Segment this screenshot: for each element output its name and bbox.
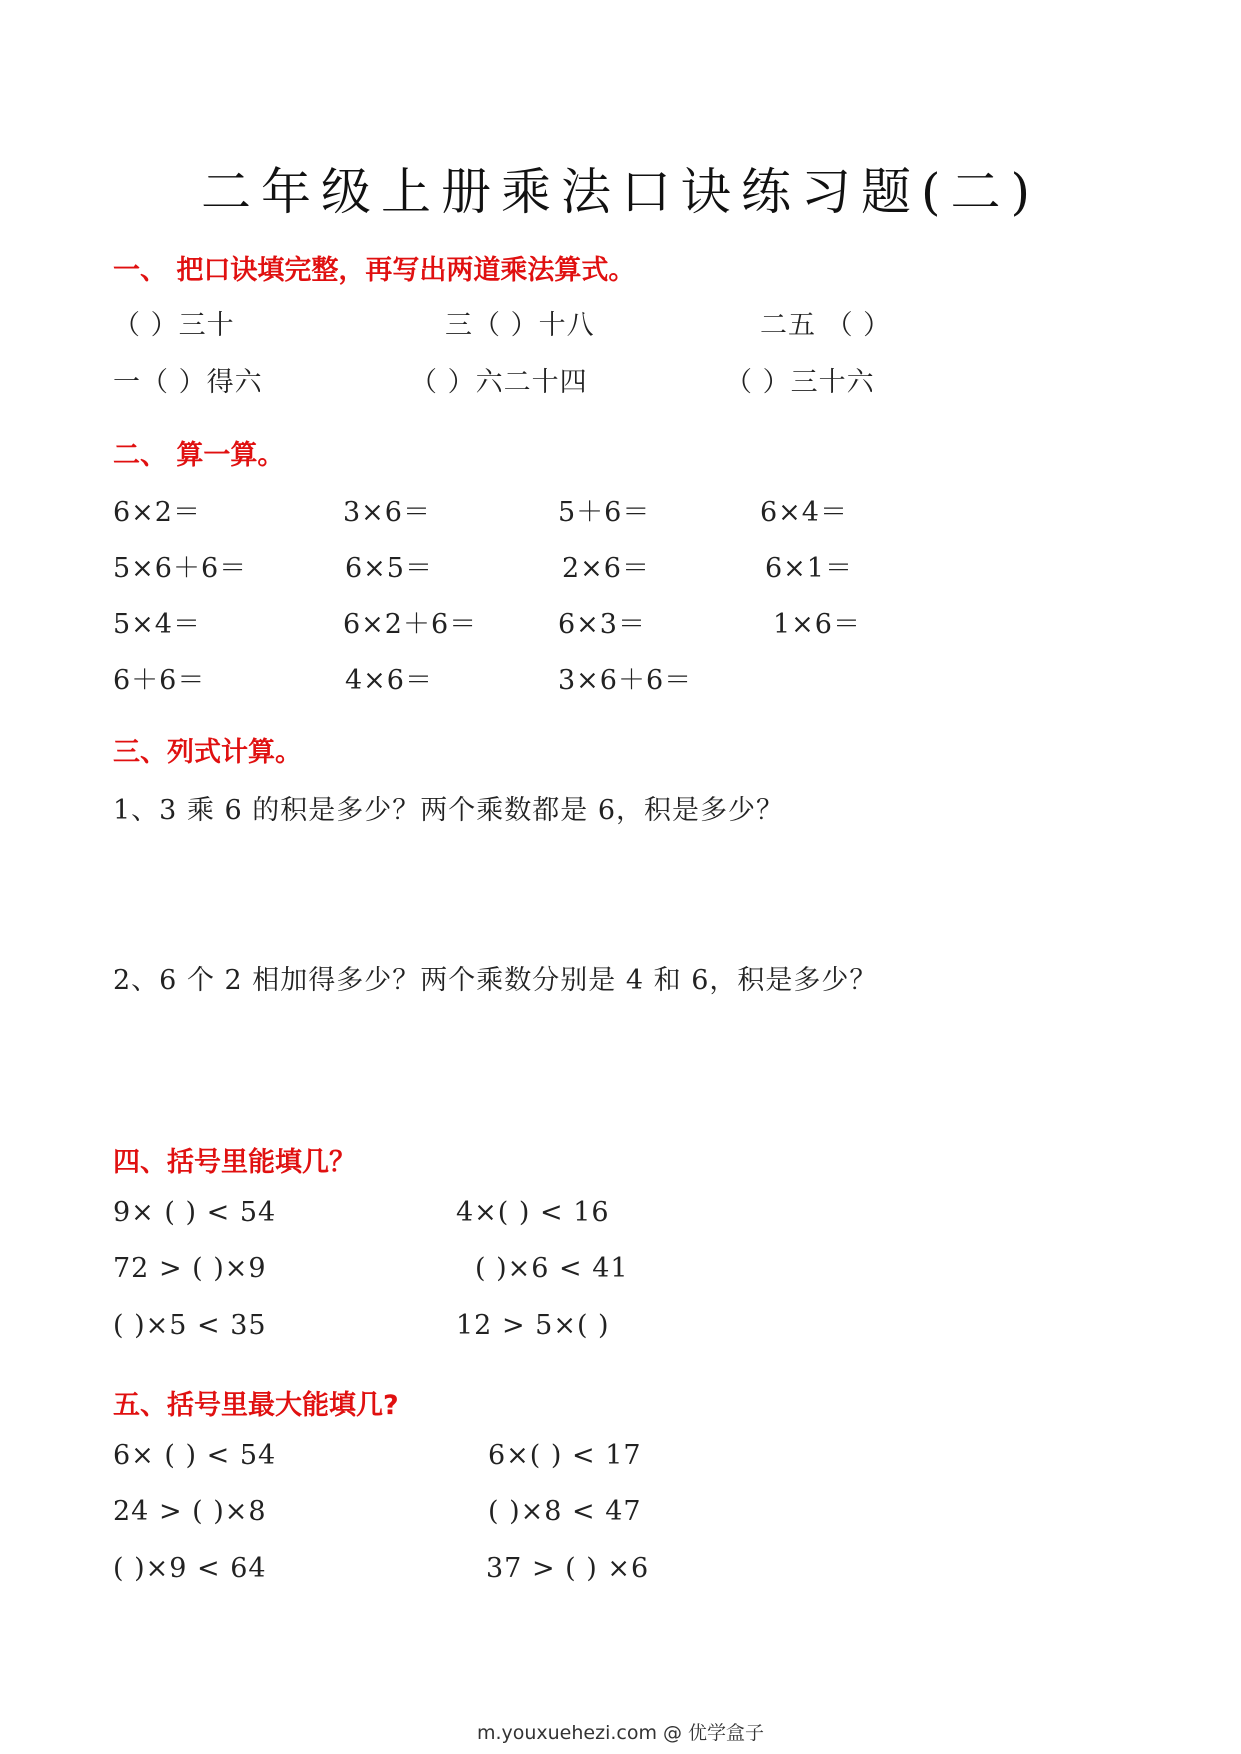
footer-watermark: m.youxuehezi.com @ 优学盒子	[476, 1722, 765, 1744]
compare-item: 72 > ( )×9	[113, 1253, 267, 1284]
calc-item: 6×2＋6＝	[343, 609, 478, 640]
calc-item: 4×6＝	[345, 665, 433, 696]
calc-item: 1×6＝	[773, 609, 861, 640]
word-problem: 2、6 个 2 相加得多少？两个乘数分别是 4 和 6，积是多少？	[113, 965, 878, 996]
calc-item: 6×2＝	[113, 497, 201, 528]
compare-item: ( )×9 < 64	[113, 1553, 267, 1584]
compare-item: ( )×5 < 35	[113, 1310, 267, 1341]
fill-item: 三（ ）十八	[445, 310, 595, 341]
section-4-heading: 四、括号里能填几？	[113, 1147, 356, 1178]
compare-item: ( )×8 < 47	[488, 1496, 642, 1527]
calc-item: 6×3＝	[558, 609, 646, 640]
section-3-heading: 三、列式计算。	[113, 737, 302, 768]
fill-item: （ ）三十六	[725, 367, 875, 398]
calc-item: 5＋6＝	[558, 497, 651, 528]
fill-item: 二五 （ ）	[760, 310, 892, 341]
fill-item: （ ）三十	[113, 310, 235, 341]
compare-item: 4×( ) < 16	[456, 1197, 610, 1228]
word-problem: 1、3 乘 6 的积是多少？两个乘数都是 6，积是多少？	[113, 795, 785, 826]
section-2-heading: 二、 算一算。	[113, 440, 285, 471]
calc-item: 6×5＝	[345, 553, 433, 584]
compare-item: ( )×6 < 41	[475, 1253, 629, 1284]
calc-item: 5×4＝	[113, 609, 201, 640]
compare-item: 37 > ( ) ×6	[486, 1553, 650, 1584]
compare-item: 12 > 5×( )	[456, 1310, 610, 1341]
fill-item: 一（ ）得六	[113, 367, 263, 398]
compare-item: 24 > ( )×8	[113, 1496, 267, 1527]
calc-item: 6×1＝	[765, 553, 853, 584]
calc-item: 3×6＝	[343, 497, 431, 528]
calc-item: 2×6＝	[562, 553, 650, 584]
calc-item: 3×6＋6＝	[558, 665, 693, 696]
calc-item: 5×6＋6＝	[113, 553, 248, 584]
section-1-heading: 一、 把口诀填完整，再写出两道乘法算式。	[113, 255, 636, 286]
compare-item: 9× ( ) < 54	[113, 1197, 277, 1228]
compare-item: 6× ( ) < 54	[113, 1440, 277, 1471]
compare-item: 6×( ) < 17	[488, 1440, 642, 1471]
calc-item: 6×4＝	[760, 497, 848, 528]
page-title: 二年级上册乘法口诀练习题(二)	[200, 163, 1040, 221]
calc-item: 6＋6＝	[113, 665, 206, 696]
fill-item: （ ）六二十四	[410, 367, 588, 398]
section-5-heading: 五、括号里最大能填几?	[113, 1390, 399, 1421]
